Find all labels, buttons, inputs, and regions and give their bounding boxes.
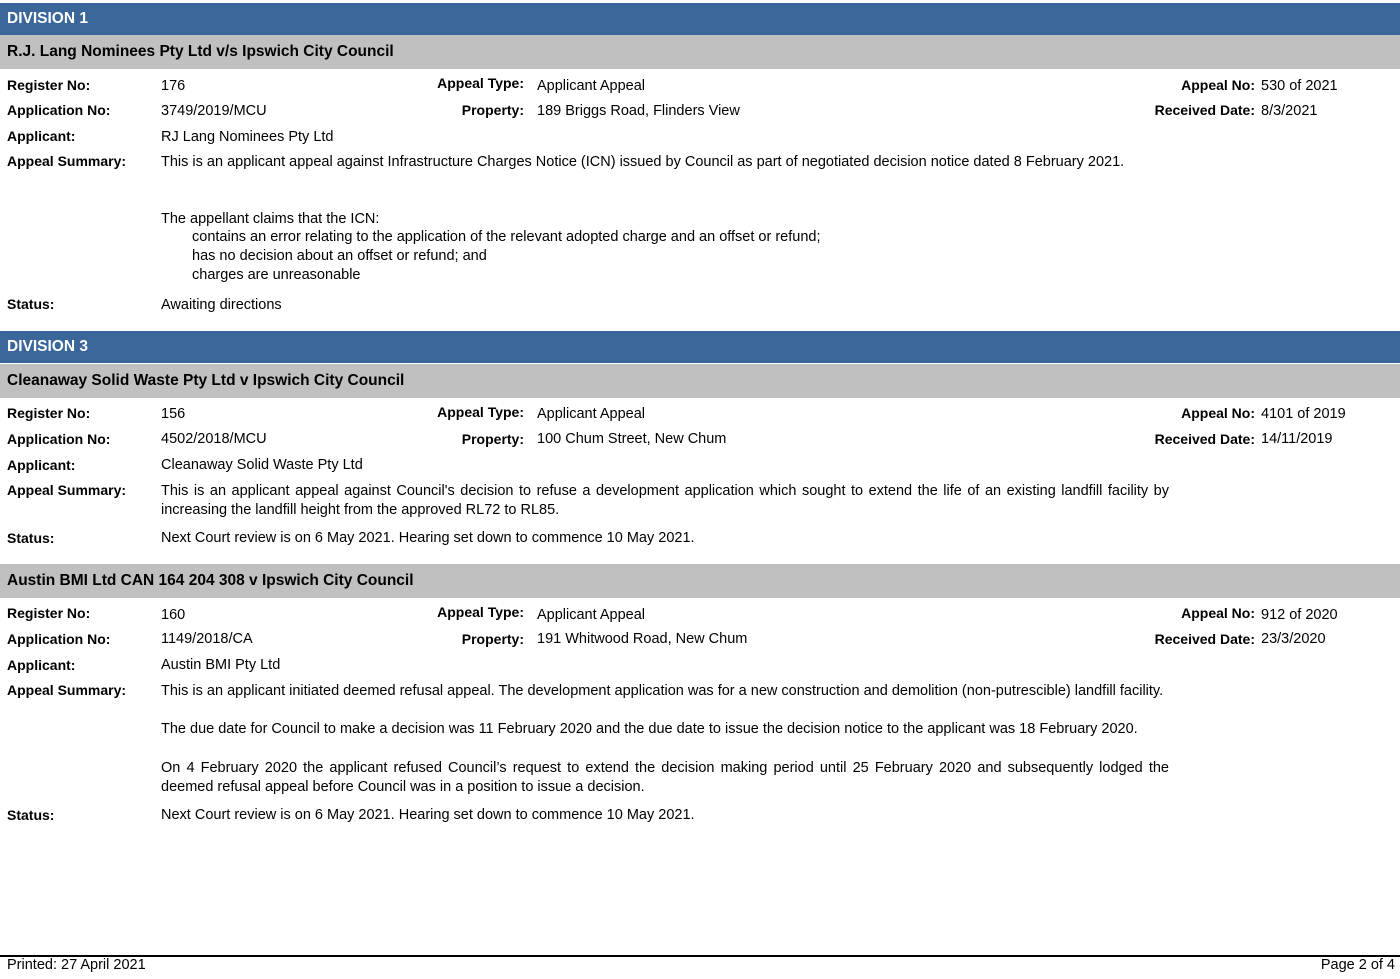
appeal-summary-text: This is an applicant appeal against Infrastructure Charges Notice (ICN) issued by Council as part of negotiated decision notice dated 8 February 2021. (161, 154, 1125, 170)
register-no-value: 176 (161, 78, 186, 94)
application-no-label: Application No: (7, 102, 111, 118)
application-no-label: Application No: (7, 631, 111, 647)
appeal-summary-text: The appellant claims that the ICN: (161, 211, 380, 227)
case-title: Austin BMI Ltd CAN 164 204 308 v Ipswich City Council (0, 564, 1400, 598)
appeal-type-label: Appeal Type: (437, 604, 524, 620)
application-no-value: 3749/2019/MCU (161, 103, 267, 119)
register-no-label: Register No: (7, 605, 91, 621)
property-label: Property: (461, 631, 524, 647)
register-no-value: 156 (161, 406, 186, 422)
applicant-value: Austin BMI Pty Ltd (161, 657, 281, 673)
status-value: Awaiting directions (161, 297, 282, 313)
applicant-value: RJ Lang Nominees Pty Ltd (161, 129, 334, 145)
appeal-summary-text: On 4 February 2020 the applicant refused Council’s request to extend the decision making period until 25 February 2020 and subsequently lodged the deemed refusal appeal before Council was in a position to issue a decision. (161, 760, 1169, 796)
application-no-value: 4502/2018/MCU (161, 431, 267, 447)
case-title: Cleanaway Solid Waste Pty Ltd v Ipswich City Council (0, 364, 1400, 398)
register-no-value: 160 (161, 607, 186, 623)
applicant-label: Applicant: (7, 657, 76, 673)
property-value: 191 Whitwood Road, New Chum (537, 631, 748, 647)
received-date-label: Received Date: (1154, 102, 1255, 118)
summary-bullet: charges are unreasonable (192, 267, 361, 283)
received-date-label: Received Date: (1154, 631, 1255, 647)
status-label: Status: (7, 530, 55, 546)
appeal-summary-text: The due date for Council to make a decision was 11 February 2020 and the due date to issue the decision notice to the applicant was 18 February 2020. (161, 721, 1138, 737)
applicant-label: Applicant: (7, 457, 76, 473)
received-date-value: 23/3/2020 (1261, 631, 1326, 647)
appeal-summary-text: This is an applicant initiated deemed refusal appeal. The development application was for a new construction and demolition (non-putrescible) landfill facility. (161, 683, 1164, 699)
footer-divider (0, 955, 1400, 957)
applicant-value: Cleanaway Solid Waste Pty Ltd (161, 457, 363, 473)
status-value: Next Court review is on 6 May 2021. Hearing set down to commence 10 May 2021. (161, 530, 695, 546)
appeal-no-label: Appeal No: (1181, 405, 1255, 421)
applicant-label: Applicant: (7, 128, 76, 144)
received-date-label: Received Date: (1154, 431, 1255, 447)
appeal-no-label: Appeal No: (1181, 605, 1255, 621)
page-number: Page 2 of 4 (1320, 957, 1395, 973)
property-value: 100 Chum Street, New Chum (537, 431, 727, 447)
received-date-value: 14/11/2019 (1261, 431, 1333, 447)
appeal-summary-label: Appeal Summary: (7, 482, 127, 498)
appeal-summary-text: This is an applicant appeal against Council's decision to refuse a development application which sought to extend the life of an existing landfill facility by increasing the landfill height from the approved RL72 to RL85. (161, 483, 1169, 519)
appeal-type-label: Appeal Type: (437, 75, 524, 91)
case-title: R.J. Lang Nominees Pty Ltd v/s Ipswich City Council (0, 35, 1400, 69)
appeal-no-value: 4101 of 2019 (1261, 406, 1346, 422)
summary-bullet: contains an error relating to the application of the relevant adopted charge and an offset or refund; (192, 229, 821, 245)
property-value: 189 Briggs Road, Flinders View (537, 103, 740, 119)
appeal-no-value: 912 of 2020 (1261, 607, 1338, 623)
register-no-label: Register No: (7, 77, 91, 93)
appeal-type-label: Appeal Type: (437, 404, 524, 420)
appeal-type-value: Applicant Appeal (537, 607, 646, 623)
property-label: Property: (461, 431, 524, 447)
appeal-summary-label: Appeal Summary: (7, 682, 127, 698)
status-value: Next Court review is on 6 May 2021. Hearing set down to commence 10 May 2021. (161, 807, 695, 823)
division-header: DIVISION 1 (0, 3, 1400, 35)
appeal-no-label: Appeal No: (1181, 77, 1255, 93)
division-header: DIVISION 3 (0, 331, 1400, 363)
status-label: Status: (7, 807, 55, 823)
printed-date: Printed: 27 April 2021 (7, 957, 146, 973)
property-label: Property: (461, 102, 524, 118)
appeal-type-value: Applicant Appeal (537, 78, 646, 94)
summary-bullet: has no decision about an offset or refund; and (192, 248, 487, 264)
application-no-value: 1149/2018/CA (161, 631, 253, 647)
application-no-label: Application No: (7, 431, 111, 447)
appeal-no-value: 530 of 2021 (1261, 78, 1338, 94)
appeal-summary-label: Appeal Summary: (7, 153, 127, 169)
status-label: Status: (7, 296, 55, 312)
received-date-value: 8/3/2021 (1261, 103, 1318, 119)
appeal-type-value: Applicant Appeal (537, 406, 646, 422)
register-no-label: Register No: (7, 405, 91, 421)
